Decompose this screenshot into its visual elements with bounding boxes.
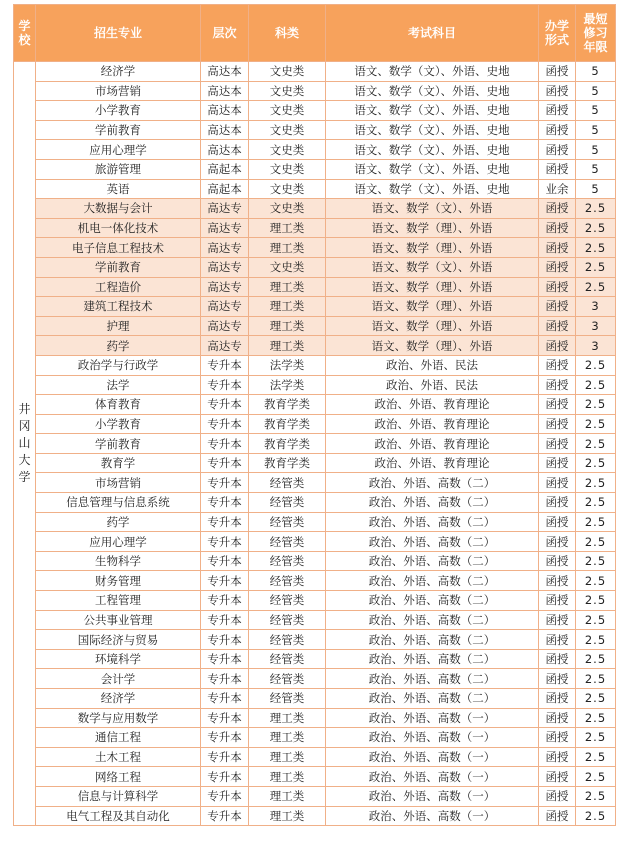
cell-mode: 函授 — [539, 571, 576, 591]
cell-mode: 函授 — [539, 277, 576, 297]
cell-mode: 函授 — [539, 532, 576, 552]
cell-subjects: 政治、外语、高数（二） — [326, 610, 539, 630]
table-row — [14, 218, 616, 238]
cell-years: 2.5 — [576, 532, 616, 552]
cell-mode: 函授 — [539, 806, 576, 826]
cell-subjects: 政治、外语、教育理论 — [326, 434, 539, 454]
cell-years: 5 — [576, 159, 616, 179]
cell-years: 2.5 — [576, 375, 616, 395]
cell-subjects: 政治、外语、高数（一） — [326, 728, 539, 748]
cell-category: 教育学类 — [249, 395, 326, 415]
cell-years: 2.5 — [576, 238, 616, 258]
table-row — [14, 336, 616, 356]
cell-major: 应用心理学 — [36, 532, 201, 552]
header-years — [576, 5, 616, 62]
cell-mode: 函授 — [539, 453, 576, 473]
cell-major: 机电一体化技术 — [36, 218, 201, 238]
header-row — [14, 5, 616, 62]
cell-major: 财务管理 — [36, 571, 201, 591]
cell-subjects: 政治、外语、高数（二） — [326, 493, 539, 513]
cell-mode: 函授 — [539, 159, 576, 179]
cell-major: 学前教育 — [36, 257, 201, 277]
table-row — [14, 355, 616, 375]
table-row — [14, 375, 616, 395]
cell-category: 经管类 — [249, 591, 326, 611]
school-name-char: 学 — [18, 470, 31, 485]
cell-major: 护理 — [36, 316, 201, 336]
table-row — [14, 395, 616, 415]
cell-major: 网络工程 — [36, 767, 201, 787]
cell-mode: 函授 — [539, 630, 576, 650]
cell-level: 专升本 — [201, 786, 249, 806]
table-row — [14, 728, 616, 748]
cell-years: 2.5 — [576, 591, 616, 611]
cell-mode: 函授 — [539, 120, 576, 140]
cell-mode: 函授 — [539, 62, 576, 82]
cell-years: 2.5 — [576, 708, 616, 728]
cell-major: 体育教育 — [36, 395, 201, 415]
cell-level: 专升本 — [201, 630, 249, 650]
cell-level: 高达专 — [201, 277, 249, 297]
cell-level: 高达本 — [201, 62, 249, 82]
cell-category: 文史类 — [249, 199, 326, 219]
cell-subjects: 政治、外语、高数（二） — [326, 669, 539, 689]
cell-level: 高达本 — [201, 120, 249, 140]
cell-mode: 函授 — [539, 395, 576, 415]
school-name-char: 山 — [18, 436, 31, 451]
cell-major: 法学 — [36, 375, 201, 395]
cell-level: 专升本 — [201, 610, 249, 630]
cell-major: 市场营销 — [36, 81, 201, 101]
cell-major: 电子信息工程技术 — [36, 238, 201, 258]
cell-years: 2.5 — [576, 806, 616, 826]
cell-major: 环境科学 — [36, 649, 201, 669]
school-name-char: 冈 — [18, 419, 31, 434]
cell-category: 理工类 — [249, 218, 326, 238]
cell-years: 2.5 — [576, 414, 616, 434]
cell-category: 教育学类 — [249, 434, 326, 454]
cell-mode: 函授 — [539, 81, 576, 101]
cell-years: 2.5 — [576, 767, 616, 787]
table-row — [14, 767, 616, 787]
cell-subjects: 政治、外语、民法 — [326, 355, 539, 375]
table-row — [14, 159, 616, 179]
cell-years: 2.5 — [576, 786, 616, 806]
cell-years: 2.5 — [576, 277, 616, 297]
cell-category: 文史类 — [249, 120, 326, 140]
cell-subjects: 政治、外语、高数（二） — [326, 551, 539, 571]
table-row — [14, 591, 616, 611]
cell-category: 经管类 — [249, 512, 326, 532]
cell-level: 专升本 — [201, 708, 249, 728]
cell-years: 2.5 — [576, 453, 616, 473]
cell-major: 工程造价 — [36, 277, 201, 297]
cell-years: 2.5 — [576, 473, 616, 493]
cell-years: 5 — [576, 101, 616, 121]
cell-subjects: 政治、外语、高数（一） — [326, 786, 539, 806]
cell-mode: 函授 — [539, 199, 576, 219]
cell-mode: 函授 — [539, 355, 576, 375]
table-row — [14, 277, 616, 297]
cell-level: 高达本 — [201, 140, 249, 160]
header-mode-line: 形式 — [544, 33, 569, 47]
cell-level: 高达专 — [201, 297, 249, 317]
cell-years: 2.5 — [576, 669, 616, 689]
table-row — [14, 316, 616, 336]
cell-category: 法学类 — [249, 375, 326, 395]
table-row — [14, 473, 616, 493]
cell-years: 2.5 — [576, 355, 616, 375]
cell-category: 文史类 — [249, 159, 326, 179]
cell-category: 经管类 — [249, 493, 326, 513]
cell-years: 2.5 — [576, 434, 616, 454]
table-row — [14, 257, 616, 277]
cell-years: 2.5 — [576, 493, 616, 513]
table-body — [14, 62, 616, 826]
cell-level: 高达专 — [201, 336, 249, 356]
cell-mode: 业余 — [539, 179, 576, 199]
enrollment-table-container — [13, 4, 616, 826]
cell-level: 专升本 — [201, 649, 249, 669]
cell-category: 经管类 — [249, 571, 326, 591]
table-row — [14, 199, 616, 219]
cell-level: 专升本 — [201, 669, 249, 689]
cell-level: 专升本 — [201, 434, 249, 454]
cell-category: 经管类 — [249, 532, 326, 552]
cell-category: 经管类 — [249, 689, 326, 709]
cell-subjects: 语文、数学（理）、外语 — [326, 238, 539, 258]
cell-years: 5 — [576, 179, 616, 199]
cell-level: 高达本 — [201, 101, 249, 121]
table-row — [14, 414, 616, 434]
cell-subjects: 语文、数学（文）、外语、史地 — [326, 159, 539, 179]
cell-level: 专升本 — [201, 689, 249, 709]
cell-years: 5 — [576, 81, 616, 101]
table-row — [14, 689, 616, 709]
cell-category: 理工类 — [249, 806, 326, 826]
cell-mode: 函授 — [539, 767, 576, 787]
cell-subjects: 政治、外语、教育理论 — [326, 414, 539, 434]
cell-category: 经管类 — [249, 473, 326, 493]
header-mode-line: 办学 — [544, 19, 569, 33]
cell-level: 高起本 — [201, 159, 249, 179]
cell-category: 理工类 — [249, 728, 326, 748]
cell-category: 经管类 — [249, 669, 326, 689]
cell-years: 2.5 — [576, 218, 616, 238]
cell-level: 专升本 — [201, 493, 249, 513]
school-name-char: 大 — [18, 453, 31, 468]
header-years-line: 年限 — [583, 40, 608, 54]
cell-level: 高达专 — [201, 257, 249, 277]
table-row — [14, 453, 616, 473]
cell-category: 理工类 — [249, 767, 326, 787]
header-subjects: 考试科目 — [326, 5, 539, 62]
cell-subjects: 语文、数学（文）、外语 — [326, 199, 539, 219]
cell-subjects: 政治、外语、高数（二） — [326, 649, 539, 669]
cell-major: 旅游管理 — [36, 159, 201, 179]
cell-category: 文史类 — [249, 101, 326, 121]
cell-subjects: 政治、外语、高数（二） — [326, 689, 539, 709]
table-row — [14, 62, 616, 82]
cell-years: 2.5 — [576, 610, 616, 630]
table-row — [14, 101, 616, 121]
table-row — [14, 297, 616, 317]
cell-major: 应用心理学 — [36, 140, 201, 160]
cell-subjects: 政治、外语、民法 — [326, 375, 539, 395]
cell-category: 教育学类 — [249, 414, 326, 434]
table-row — [14, 747, 616, 767]
header-school-line: 学 — [18, 19, 31, 33]
cell-subjects: 语文、数学（文）、外语、史地 — [326, 120, 539, 140]
cell-level: 专升本 — [201, 532, 249, 552]
table-row — [14, 238, 616, 258]
cell-major: 经济学 — [36, 689, 201, 709]
cell-major: 电气工程及其自动化 — [36, 806, 201, 826]
table-row — [14, 571, 616, 591]
cell-level: 专升本 — [201, 414, 249, 434]
cell-mode: 函授 — [539, 316, 576, 336]
cell-major: 会计学 — [36, 669, 201, 689]
cell-years: 2.5 — [576, 747, 616, 767]
cell-level: 专升本 — [201, 395, 249, 415]
cell-level: 高达本 — [201, 81, 249, 101]
cell-mode: 函授 — [539, 336, 576, 356]
header-mode — [539, 5, 576, 62]
table-header — [14, 5, 616, 62]
cell-level: 专升本 — [201, 571, 249, 591]
table-row — [14, 551, 616, 571]
cell-major: 通信工程 — [36, 728, 201, 748]
cell-years: 5 — [576, 62, 616, 82]
table-row — [14, 610, 616, 630]
cell-years: 2.5 — [576, 689, 616, 709]
cell-years: 2.5 — [576, 649, 616, 669]
cell-subjects: 政治、外语、高数（一） — [326, 767, 539, 787]
cell-mode: 函授 — [539, 610, 576, 630]
cell-major: 学前教育 — [36, 434, 201, 454]
cell-level: 专升本 — [201, 473, 249, 493]
cell-category: 教育学类 — [249, 453, 326, 473]
cell-level: 专升本 — [201, 375, 249, 395]
cell-subjects: 政治、外语、高数（一） — [326, 747, 539, 767]
school-name-char: 井 — [18, 402, 31, 417]
cell-level: 专升本 — [201, 747, 249, 767]
table-row — [14, 630, 616, 650]
cell-level: 专升本 — [201, 551, 249, 571]
table-row — [14, 120, 616, 140]
cell-mode: 函授 — [539, 414, 576, 434]
cell-category: 理工类 — [249, 238, 326, 258]
cell-level: 专升本 — [201, 806, 249, 826]
cell-subjects: 政治、外语、教育理论 — [326, 453, 539, 473]
cell-major: 公共事业管理 — [36, 610, 201, 630]
cell-mode: 函授 — [539, 512, 576, 532]
cell-level: 专升本 — [201, 767, 249, 787]
cell-mode: 函授 — [539, 101, 576, 121]
table-row — [14, 806, 616, 826]
cell-subjects: 政治、外语、高数（二） — [326, 571, 539, 591]
cell-major: 工程管理 — [36, 591, 201, 611]
cell-category: 经管类 — [249, 551, 326, 571]
cell-mode: 函授 — [539, 493, 576, 513]
cell-level: 专升本 — [201, 453, 249, 473]
cell-subjects: 政治、外语、高数（二） — [326, 512, 539, 532]
cell-subjects: 政治、外语、高数（二） — [326, 473, 539, 493]
cell-years: 2.5 — [576, 257, 616, 277]
cell-category: 文史类 — [249, 140, 326, 160]
cell-years: 5 — [576, 140, 616, 160]
cell-category: 理工类 — [249, 316, 326, 336]
cell-level: 高达专 — [201, 218, 249, 238]
cell-category: 文史类 — [249, 81, 326, 101]
cell-subjects: 语文、数学（文）、外语、史地 — [326, 62, 539, 82]
header-major: 招生专业 — [36, 5, 201, 62]
cell-years: 2.5 — [576, 395, 616, 415]
cell-major: 数学与应用数学 — [36, 708, 201, 728]
cell-category: 经管类 — [249, 649, 326, 669]
cell-years: 2.5 — [576, 551, 616, 571]
cell-major: 国际经济与贸易 — [36, 630, 201, 650]
cell-mode: 函授 — [539, 591, 576, 611]
cell-major: 生物科学 — [36, 551, 201, 571]
cell-subjects: 政治、外语、高数（二） — [326, 630, 539, 650]
cell-years: 2.5 — [576, 199, 616, 219]
table-row — [14, 140, 616, 160]
cell-years: 2.5 — [576, 571, 616, 591]
cell-major: 教育学 — [36, 453, 201, 473]
cell-subjects: 语文、数学（理）、外语 — [326, 297, 539, 317]
table-row — [14, 493, 616, 513]
cell-subjects: 语文、数学（文）、外语 — [326, 257, 539, 277]
cell-category: 文史类 — [249, 179, 326, 199]
cell-subjects: 语文、数学（理）、外语 — [326, 277, 539, 297]
cell-level: 高达专 — [201, 238, 249, 258]
cell-category: 文史类 — [249, 257, 326, 277]
cell-years: 2.5 — [576, 728, 616, 748]
cell-subjects: 语文、数学（文）、外语、史地 — [326, 140, 539, 160]
cell-major: 药学 — [36, 336, 201, 356]
cell-mode: 函授 — [539, 375, 576, 395]
cell-subjects: 政治、外语、高数（一） — [326, 708, 539, 728]
cell-major: 建筑工程技术 — [36, 297, 201, 317]
cell-mode: 函授 — [539, 708, 576, 728]
cell-subjects: 政治、外语、高数（一） — [326, 806, 539, 826]
cell-category: 经管类 — [249, 610, 326, 630]
cell-category: 理工类 — [249, 336, 326, 356]
cell-major: 经济学 — [36, 62, 201, 82]
table-row — [14, 512, 616, 532]
table-row — [14, 532, 616, 552]
header-years-line: 修习 — [583, 26, 608, 40]
cell-major: 信息管理与信息系统 — [36, 493, 201, 513]
header-level: 层次 — [201, 5, 249, 62]
cell-years: 2.5 — [576, 512, 616, 532]
cell-major: 小学教育 — [36, 414, 201, 434]
cell-level: 高达专 — [201, 199, 249, 219]
cell-category: 理工类 — [249, 297, 326, 317]
cell-level: 高达专 — [201, 316, 249, 336]
header-school-line: 校 — [18, 33, 31, 47]
table-row — [14, 786, 616, 806]
cell-subjects: 语文、数学（文）、外语、史地 — [326, 179, 539, 199]
cell-subjects: 语文、数学（文）、外语、史地 — [326, 81, 539, 101]
cell-mode: 函授 — [539, 297, 576, 317]
table-row — [14, 179, 616, 199]
table-row — [14, 649, 616, 669]
cell-major: 土木工程 — [36, 747, 201, 767]
cell-years: 3 — [576, 336, 616, 356]
cell-subjects: 语文、数学（理）、外语 — [326, 316, 539, 336]
cell-mode: 函授 — [539, 434, 576, 454]
cell-subjects: 语文、数学（理）、外语 — [326, 218, 539, 238]
header-category: 科类 — [249, 5, 326, 62]
cell-level: 专升本 — [201, 512, 249, 532]
cell-years: 3 — [576, 297, 616, 317]
header-years-line: 最短 — [583, 12, 608, 26]
cell-major: 小学教育 — [36, 101, 201, 121]
cell-level: 专升本 — [201, 355, 249, 375]
cell-major: 信息与计算科学 — [36, 786, 201, 806]
cell-subjects: 语文、数学（理）、外语 — [326, 336, 539, 356]
header-school — [14, 5, 36, 62]
table-row — [14, 81, 616, 101]
cell-level: 高起本 — [201, 179, 249, 199]
table-row — [14, 669, 616, 689]
cell-major: 政治学与行政学 — [36, 355, 201, 375]
enrollment-table — [13, 4, 616, 826]
cell-category: 法学类 — [249, 355, 326, 375]
cell-level: 专升本 — [201, 591, 249, 611]
cell-mode: 函授 — [539, 786, 576, 806]
cell-major: 药学 — [36, 512, 201, 532]
cell-mode: 函授 — [539, 551, 576, 571]
cell-mode: 函授 — [539, 257, 576, 277]
cell-category: 经管类 — [249, 630, 326, 650]
school-name-cell — [14, 62, 36, 826]
cell-mode: 函授 — [539, 728, 576, 748]
cell-major: 英语 — [36, 179, 201, 199]
cell-level: 专升本 — [201, 728, 249, 748]
cell-category: 文史类 — [249, 62, 326, 82]
cell-major: 大数据与会计 — [36, 199, 201, 219]
cell-mode: 函授 — [539, 238, 576, 258]
cell-mode: 函授 — [539, 218, 576, 238]
cell-mode: 函授 — [539, 669, 576, 689]
cell-subjects: 政治、外语、高数（二） — [326, 532, 539, 552]
cell-mode: 函授 — [539, 473, 576, 493]
table-row — [14, 708, 616, 728]
cell-years: 5 — [576, 120, 616, 140]
cell-category: 理工类 — [249, 747, 326, 767]
cell-mode: 函授 — [539, 649, 576, 669]
cell-years: 3 — [576, 316, 616, 336]
cell-major: 学前教育 — [36, 120, 201, 140]
cell-major: 市场营销 — [36, 473, 201, 493]
cell-subjects: 政治、外语、高数（二） — [326, 591, 539, 611]
cell-category: 理工类 — [249, 277, 326, 297]
cell-subjects: 政治、外语、教育理论 — [326, 395, 539, 415]
cell-years: 2.5 — [576, 630, 616, 650]
cell-category: 理工类 — [249, 708, 326, 728]
table-row — [14, 434, 616, 454]
cell-mode: 函授 — [539, 689, 576, 709]
cell-mode: 函授 — [539, 140, 576, 160]
cell-subjects: 语文、数学（文）、外语、史地 — [326, 101, 539, 121]
cell-mode: 函授 — [539, 747, 576, 767]
cell-category: 理工类 — [249, 786, 326, 806]
